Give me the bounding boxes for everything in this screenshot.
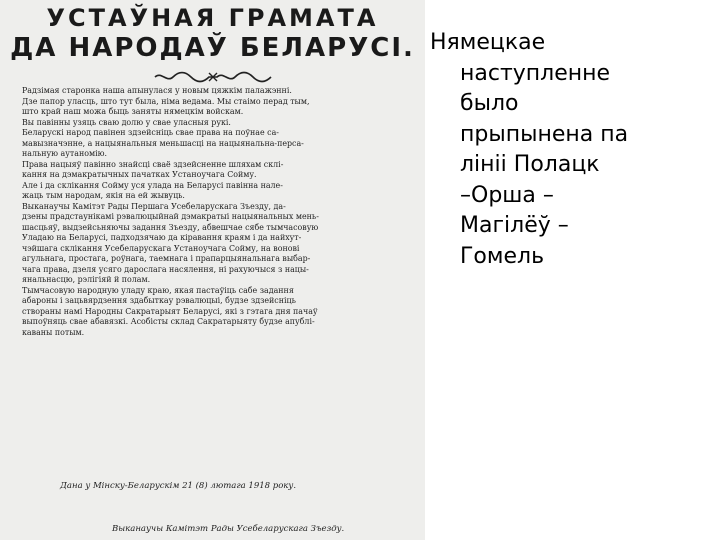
slide-bullet-text <box>430 28 710 272</box>
document-body-line: Але і да склікання Сойму уся улада на Беларусі павінна нале- <box>22 180 283 190</box>
document-body-line: выпоўняць свае абавязкі. Асобісты склад Сакратарыяту будзе апублі- <box>22 317 315 326</box>
document-body-line: Радзімая старонка наша апынулася у новым цяжкім палажэнні. <box>22 86 292 95</box>
slide-text-line: прыпынена па <box>460 121 629 147</box>
document-body-line: шасцьяў, выдзейсьняючы задання Зъезду, абвешчае сябе тымчасовую <box>22 222 319 232</box>
document-body-line: чэйшага склікання Усебеларускага Устаноучага Сойму, на вонові <box>22 243 300 253</box>
document-title-line-2: ДА НАРОДАЎ БЕЛАРУСІ. <box>10 33 415 64</box>
document-body-line: агульнага, простага, роўнага, таемнага і прапарцыянальнага выбар- <box>22 254 311 263</box>
document-signature: Выканаучы Камітэт Рады Усебеларускага Зъезду. <box>112 524 345 534</box>
document-body-line: абароны і зацьвярдзення здабыткау рэвалюцыі, будзе здзейсніць <box>22 296 296 305</box>
document-body-line: жаць тым народам, якія на ей жывуць. <box>22 191 185 200</box>
slide-text-line: лініі Полацк <box>460 152 600 177</box>
document-title <box>0 6 425 62</box>
slide-text-line: было <box>460 91 519 116</box>
document-body-line: янальнасцю, рэлігіяй й полам. <box>22 275 151 284</box>
document-body <box>22 86 420 338</box>
document-body-line: што край наш можа быць заняты нямецкім войскам. <box>22 107 244 116</box>
document-date: Дана у Мінску-Беларускім 21 (8) лютага 1918 року. <box>60 481 297 491</box>
document-body-line: кання на дэмакратычных пачатках Устаноучага Сойму. <box>22 170 257 179</box>
document-body-line: чага права, дзеля усяго дарослага насялення, ні рахуючыся з нацы- <box>22 264 309 274</box>
document-body-line: Уладаю на Беларусі, падходзячаю да кіравання краям і да найхут- <box>22 233 302 242</box>
document-title-line-1: УСТАЎНАЯ ГРАМАТА <box>46 4 379 32</box>
slide-text-line: Магілёў – <box>460 213 569 238</box>
slide-text-line: –Орша – <box>460 182 554 208</box>
document-body-line: дзены прадстаунікамі рэвалюцыйнай дэмакратыі нацыянальных мень- <box>22 212 319 221</box>
document-body-line: Тымчасовую народную уладу краю, якая пастаўіць сабе задання <box>22 285 294 295</box>
document-body-line: створаны намі Народны Сакратарыят Беларусі, які з гэтага дня пачаў <box>22 306 318 316</box>
slide-text-line: Нямецкае <box>430 30 546 55</box>
document-body-line: каваны потым. <box>22 327 85 337</box>
ornament-divider <box>153 70 273 84</box>
document-body-line: нальную аутаномію. <box>22 149 108 158</box>
slide-text-line: наступленне <box>460 60 611 86</box>
document-body-line: Права нацыяў павінно знайсці сваё здзейсненне шляхам склі- <box>22 159 284 169</box>
document-body-line: Выканаучы Камітэт Рады Першага Усебеларускага Зъезду, да- <box>22 201 286 211</box>
document-body-line: Беларускі народ павінен здзейсніць свае права на поўнае са- <box>22 128 279 137</box>
document-body-line: Вы павінны узяць сваю долю у свае уласныя рукі. <box>22 117 231 127</box>
document-body-line: мавызначэнне, а нацыянальныя меньшасці на нацыянальна-перса- <box>22 138 304 148</box>
document-body-line: Дзе папор уласць, што тут была, німа ведама. Мы стаімо перад тым, <box>22 96 310 106</box>
slide-text-line: Гомель <box>460 243 545 269</box>
